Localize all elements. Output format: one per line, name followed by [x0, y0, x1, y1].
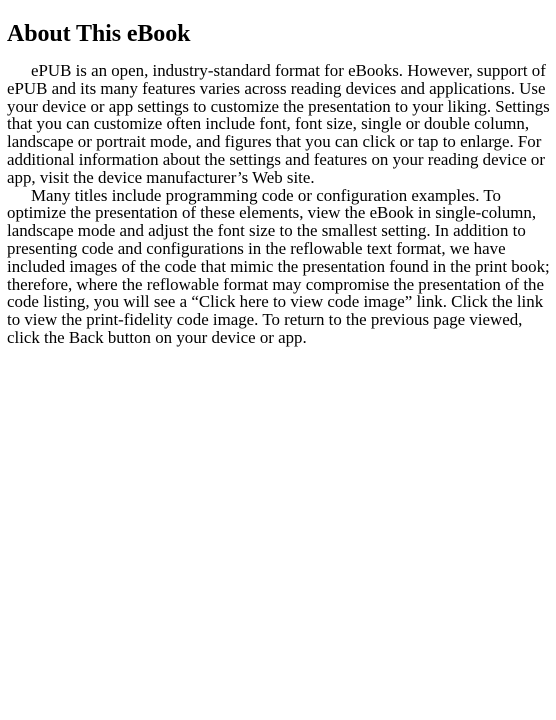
- body-paragraph-code-examples: Many titles include programming code or configuration examples. To optimize the presentation of these elements, view the eBook in single-column, landscape mode and adjust the font size to the smallest setting. In addition to presenting code and configurations in the reflowable text format, we have included images of the code that mimic the presentation found in the print book; therefore, where the reflowable format may compromise the presentation of the code listing, you will see a “Click here to view code image” link. Click the link to view the print-fidelity code image. To return to the previous page viewed, click the Back button on your device or app.: [7, 185, 550, 347]
- page-title: About This eBook: [7, 21, 191, 47]
- ebook-page: [7, 18, 552, 347]
- body-paragraph-epub-format: ePUB is an open, industry-standard format for eBooks. However, support of ePUB and its many features varies across reading devices and applications. Use your device or app settings to customize the presentation to your liking. Settings that you can customize often include font, font size, single or double column, landscape or portrait mode, and figures that you can click or tap to enlarge. For additional information about the settings and features on your reading device or app, visit the device manufacturer’s Web site.: [7, 61, 550, 187]
